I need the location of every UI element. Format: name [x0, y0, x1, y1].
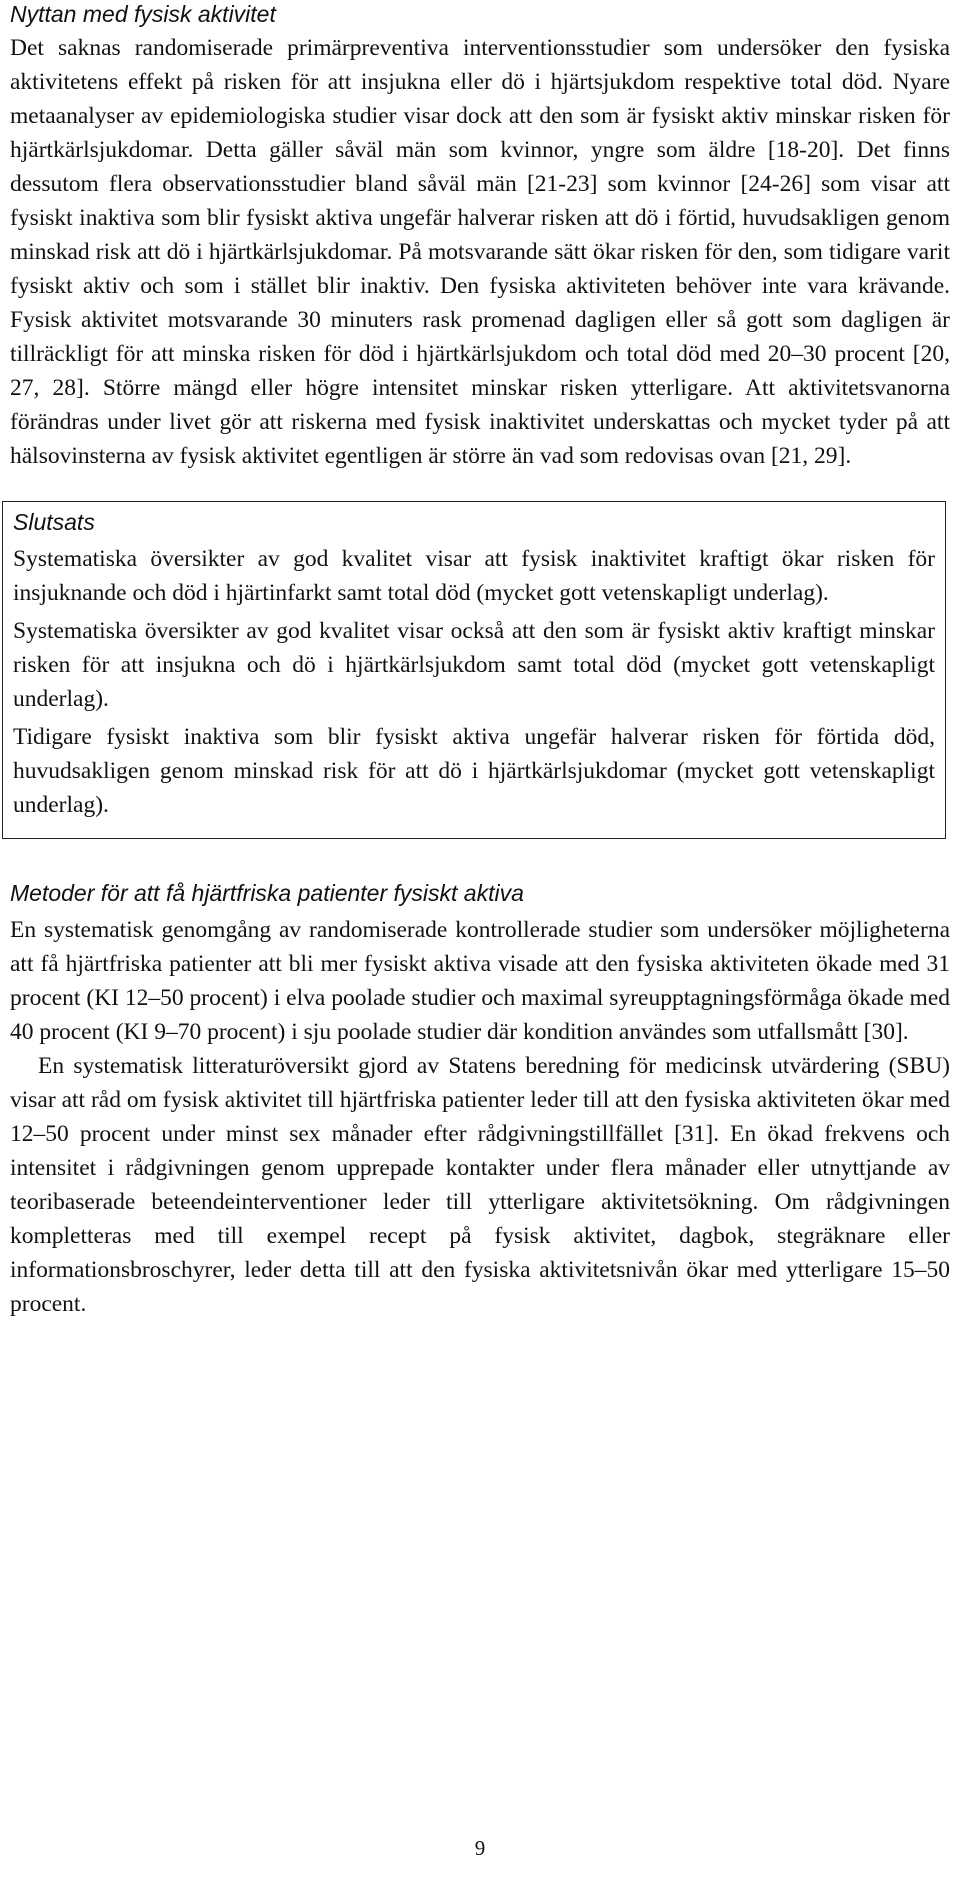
section-heading-metoder: Metoder för att få hjärtfriska patienter fysiskt aktiva — [10, 880, 524, 906]
slutsats-paragraph-2: Systematiska översikter av god kvalitet visar också att den som är fysiskt aktiv kraftigt minskar risken för att insjukna och dö i hjärtkärlsjukdom samt total död (mycket gott vetenskapligt underlag). — [13, 618, 935, 712]
slutsats-paragraph-1: Systematiska översikter av god kvalitet visar att fysisk inaktivitet kraftigt ökar risken för insjuknande och död i hjärtinfarkt samt total död (mycket gott vetenskapligt underlag). — [13, 546, 935, 606]
section-heading-slutsats: Slutsats — [13, 509, 95, 535]
slutsats-box — [2, 501, 946, 839]
page-number: 9 — [474, 1836, 486, 1860]
document-page — [10, 0, 950, 1321]
paragraph-nyttan: Det saknas randomiserade primärpreventiva interventionsstudier som undersöker den fysiska aktivitetens effekt på risken för att insjukna eller dö i hjärtsjukdom respektive total död. Nyare metaanalyser av epidemiologiska studier visar dock att den som är fysiskt aktiv minskar risken för hjärtkärlsjukdomar. Detta gäller såväl män som kvinnor, yngre som äldre [18-20]. Det finns dessutom flera observationsstudier bland såväl män [21-23] som kvinnor [24-26] som visar att fysiskt inaktiva som blir fysiskt aktiva ungefär halverar risken att dö i förtid, huvudsakligen genom minskad risk att dö i hjärtkärlsjukdomar. På motsvarande sätt ökar risken för den, som tidigare varit fysiskt aktiv och som i stället blir inaktiv. Den fysiska aktiviteten behöver inte vara krävande. Fysisk aktivitet motsvarande 30 minuters rask promenad dagligen eller så gott som dagligen är tillräckligt för att minska risken för död i hjärtkärlsjukdom och total död med 20–30 procent [20, 27, 28]. Större mängd eller högre intensitet minskar risken ytterligare. Att aktivitetsvanorna förändras under livet gör att riskerna med fysisk inaktivitet underskattas och mycket tyder på att hälsovinsterna av fysisk aktivitet egentligen är större än vad som redovisas ovan [21, 29]. — [10, 35, 950, 469]
slutsats-paragraph-3: Tidigare fysiskt inaktiva som blir fysiskt aktiva ungefär halverar risken för förtida död, huvudsakligen genom minskad risk för att dö i hjärtkärlsjukdomar (mycket gott vetenskapligt underlag). — [13, 724, 935, 818]
metoder-paragraph-2: En systematisk litteraturöversikt gjord av Statens beredning för medicinsk utvärdering (SBU) visar att råd om fysisk aktivitet till hjärtfriska patienter leder till att den fysiska aktiviteten ökar med 12–50 procent under minst sex månader efter rådgivningstillfället [31]. En ökad frekvens och intensitet i rådgivningen genom upprepade kontakter under flera månader eller utnyttjande av teoribaserade beteendeinterventioner leder till ytterligare aktivitetsökning. Om rådgivningen kompletteras med till exempel recept på fysisk aktivitet, dagbok, stegräknare eller informationsbroschyrer, leder detta till att den fysiska aktivitetsnivån ökar med ytterligare 15–50 procent. — [10, 1053, 950, 1317]
metoder-paragraph-1: En systematisk genomgång av randomiserade kontrollerade studier som undersöker möjligheterna att få hjärtfriska patienter att bli mer fysiskt aktiva visade att den fysiska aktiviteten ökade med 31 procent (KI 12–50 procent) i elva poolade studier och maximal syreupptagningsförmåga ökade med 40 procent (KI 9–70 procent) i sju poolade studier där kondition användes som utfallsmått [30]. — [10, 917, 950, 1045]
section-heading-nyttan: Nyttan med fysisk aktivitet — [10, 1, 276, 27]
